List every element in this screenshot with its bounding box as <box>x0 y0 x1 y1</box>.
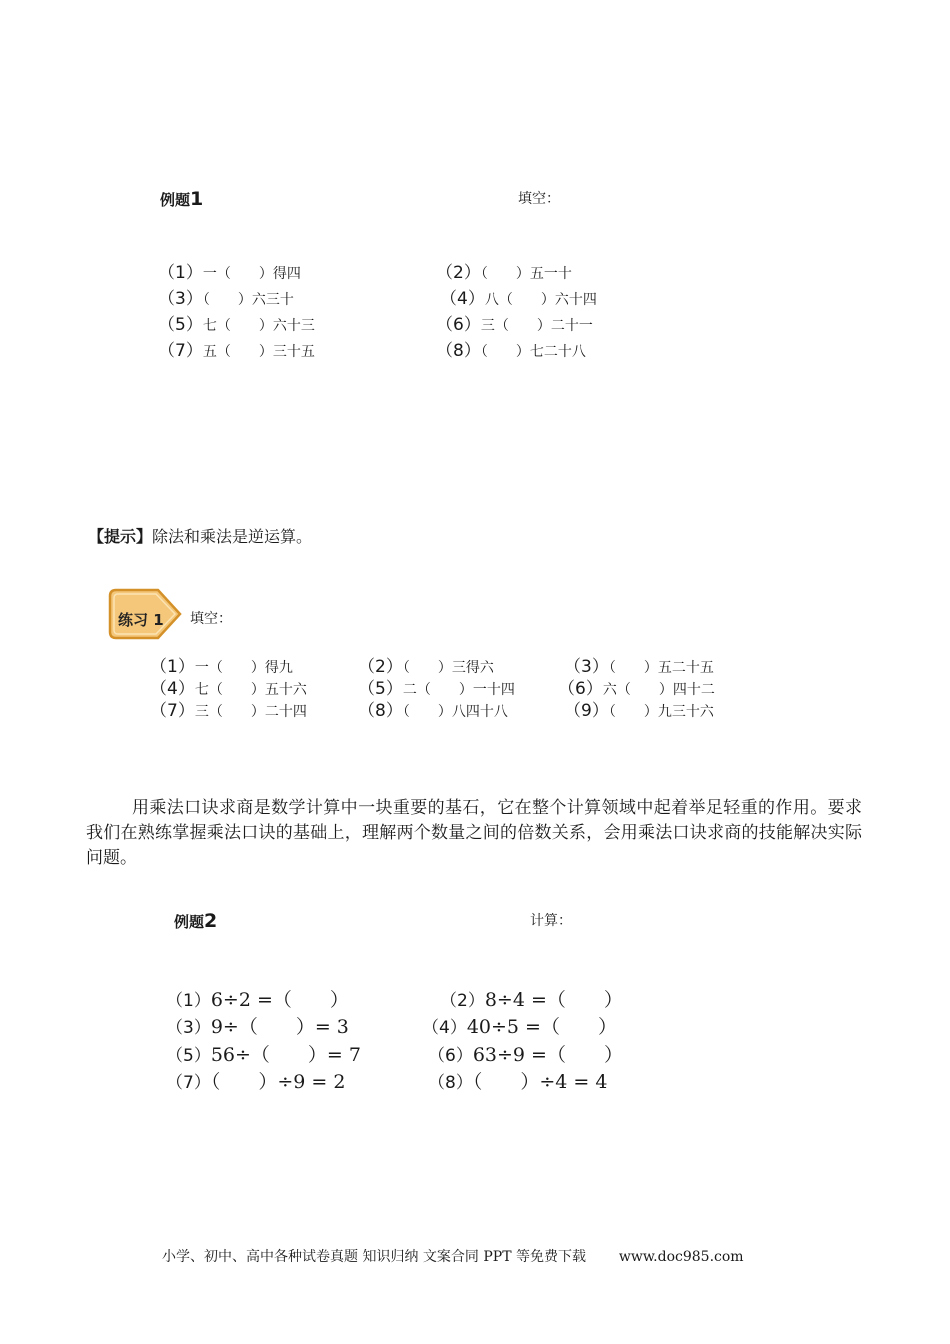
item-text: 8÷4 =（ ） <box>484 989 623 1011</box>
hint-label: 【提示】 <box>88 527 153 546</box>
example-1-item <box>158 310 315 335</box>
item-number: （4） <box>422 1018 467 1038</box>
footer <box>162 1246 744 1266</box>
item-text: （ ）÷4 = 4 <box>472 1071 608 1093</box>
item-number: （6） <box>558 679 603 699</box>
item-text: 9÷（ ）= 3 <box>210 1016 349 1038</box>
example-2-item <box>166 1040 361 1067</box>
item-number: （2） <box>440 991 485 1011</box>
item-text: 五（ ）三十五 <box>202 344 315 360</box>
item-number: （5） <box>166 1046 211 1066</box>
item-text: （ ）三得六 <box>402 660 494 676</box>
example-1-item <box>158 258 301 283</box>
item-number: （4） <box>440 289 485 309</box>
footer-url[interactable]: www.doc985.com <box>618 1249 744 1265</box>
item-text: （ ）六三十 <box>202 292 294 308</box>
item-text: （ ）五二十五 <box>608 660 714 676</box>
example-2-item <box>422 1012 617 1039</box>
item-number: （6） <box>428 1046 473 1066</box>
item-text: （ ）九三十六 <box>608 704 714 720</box>
example-2-label <box>174 910 217 932</box>
item-number: （3） <box>166 1018 211 1038</box>
item-number: （7） <box>158 341 203 361</box>
item-text: 三（ ）二十一 <box>480 318 593 334</box>
item-text: 七（ ）五十六 <box>194 682 307 698</box>
item-text: 六（ ）四十二 <box>602 682 715 698</box>
example-label-text: 例题 <box>174 913 205 931</box>
example-2-instruction: 计算： <box>530 913 572 929</box>
item-number: （1） <box>166 991 211 1011</box>
item-number: （5） <box>158 315 203 335</box>
item-text: 二（ ）一十四 <box>402 682 515 698</box>
item-text: （ ）八四十八 <box>402 704 508 720</box>
example-1-item <box>158 284 294 309</box>
item-text: （ ）五一十 <box>480 266 572 282</box>
example-2-item <box>440 985 623 1012</box>
example-1-instruction: 填空： <box>518 191 560 207</box>
item-text: 63÷9 =（ ） <box>472 1044 623 1066</box>
example-number: 2 <box>204 910 218 932</box>
exercise-badge-label: 练习 1 <box>118 611 164 629</box>
item-number: （2） <box>436 263 481 283</box>
example-2-item <box>166 1012 349 1039</box>
example-1-item <box>436 336 586 361</box>
example-1-item <box>436 258 572 283</box>
item-text: 八（ ）六十四 <box>484 292 597 308</box>
exercise-1-item <box>358 696 508 721</box>
item-number: （3） <box>564 657 609 677</box>
item-number: （7） <box>150 701 195 721</box>
example-2-item <box>166 1067 345 1094</box>
exercise-1-item <box>564 696 714 721</box>
example-1-item <box>436 310 593 335</box>
intro-paragraph: 用乘法口诀求商是数学计算中一块重要的基石，它在整个计算领域中起着举足轻重的作用。要求我们在熟练掌握乘法口诀的基础上，理解两个数量之间的倍数关系，会用乘法口诀求商的技能解决实际问题。 <box>86 798 862 868</box>
item-text: 40÷5 =（ ） <box>466 1016 617 1038</box>
item-number: （8） <box>436 341 481 361</box>
item-number: （1） <box>150 657 195 677</box>
item-text: 一（ ）得四 <box>202 266 301 282</box>
item-text: 56÷（ ）= 7 <box>210 1044 361 1066</box>
example-2-item <box>428 1040 623 1067</box>
example-number: 1 <box>190 188 204 210</box>
example-2-item <box>428 1067 607 1094</box>
item-text: 三（ ）二十四 <box>194 704 307 720</box>
example-1-item <box>440 284 597 309</box>
item-number: （2） <box>358 657 403 677</box>
item-number: （6） <box>436 315 481 335</box>
item-text: 6÷2 =（ ） <box>210 989 349 1011</box>
item-text: （ ）÷9 = 2 <box>210 1071 346 1093</box>
item-text: 一（ ）得九 <box>194 660 293 676</box>
hint <box>88 524 312 547</box>
example-1-label <box>160 188 203 210</box>
exercise-1-item <box>150 696 307 721</box>
example-label-text: 例题 <box>160 191 191 209</box>
item-number: （4） <box>150 679 195 699</box>
item-number: （8） <box>358 701 403 721</box>
item-number: （8） <box>428 1073 473 1093</box>
footer-text: 小学、初中、高中各种试卷真题 知识归纳 文案合同 PPT 等免费下载 <box>162 1249 586 1265</box>
item-number: （5） <box>358 679 403 699</box>
item-text: （ ）七二十八 <box>480 344 586 360</box>
item-number: （9） <box>564 701 609 721</box>
item-number: （3） <box>158 289 203 309</box>
example-2-item <box>166 985 349 1012</box>
item-number: （7） <box>166 1073 211 1093</box>
item-text: 七（ ）六十三 <box>202 318 315 334</box>
exercise-1-instruction: 填空： <box>190 611 232 627</box>
example-1-item <box>158 336 315 361</box>
item-number: （1） <box>158 263 203 283</box>
hint-text: 除法和乘法是逆运算。 <box>152 527 313 546</box>
